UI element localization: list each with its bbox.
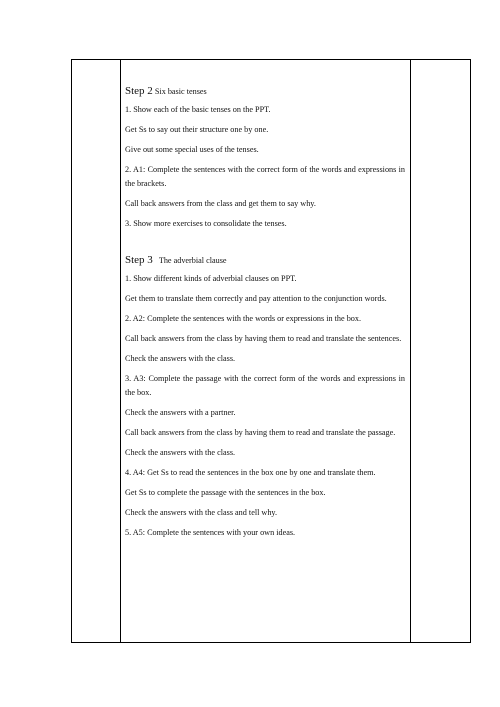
step2-paragraph: Give out some special uses of the tenses. xyxy=(125,145,259,154)
step3-paragraph: 2. A2: Complete the sentences with the words or expressions in the box. xyxy=(125,314,362,323)
step3-paragraph: Get them to translate them correctly and pay attention to the conjunction words. xyxy=(125,294,387,303)
step3-paragraph: Check the answers with the class. xyxy=(125,448,236,457)
step3-paragraph: 5. A5: Complete the sentences with your own ideas. xyxy=(125,528,296,537)
lesson-table xyxy=(71,59,471,643)
step2-paragraph: 1. Show each of the basic tenses on the PPT. xyxy=(125,105,271,114)
step3-paragraph: 4. A4: Get Ss to read the sentences in the box one by one and translate them. xyxy=(125,468,376,477)
step2-title: Six basic tenses xyxy=(154,87,207,96)
step2-paragraph: 2. A1: Complete the sentences with the correct form of the words and expressions in the brackets. xyxy=(125,165,405,188)
step3-paragraph: 3. A3: Complete the passage with the correct form of the words and expressions in the box. xyxy=(125,374,405,397)
step3-title: The adverbial clause xyxy=(158,256,227,265)
step2-paragraph: Call back answers from the class and get them to say why. xyxy=(125,199,316,208)
step3-paragraph: 1. Show different kinds of adverbial clauses on PPT. xyxy=(125,274,297,283)
step3-paragraph: Check the answers with the class. xyxy=(125,354,236,363)
step2-paragraph: 3. Show more exercises to consolidate the tenses. xyxy=(125,219,287,228)
step2-heading xyxy=(125,84,405,99)
column-divider-left xyxy=(120,60,121,642)
step3-paragraph: Check the answers with a partner. xyxy=(125,408,236,417)
lesson-content xyxy=(125,84,405,546)
step3-paragraph: Call back answers from the class by having them to read and translate the sentences. xyxy=(125,334,402,343)
column-divider-right xyxy=(410,60,411,642)
step3-paragraph: Get Ss to complete the passage with the sentences in the box. xyxy=(125,488,326,497)
step2-paragraph: Get Ss to say out their structure one by one. xyxy=(125,125,269,134)
section-spacer xyxy=(125,237,405,253)
step3-paragraph: Check the answers with the class and tell why. xyxy=(125,508,278,517)
step3-label: Step 3 xyxy=(125,254,153,266)
step3-heading xyxy=(125,253,405,268)
step2-label: Step 2 xyxy=(125,85,153,97)
step3-paragraph: Call back answers from the class by having them to read and translate the passage. xyxy=(125,428,396,437)
